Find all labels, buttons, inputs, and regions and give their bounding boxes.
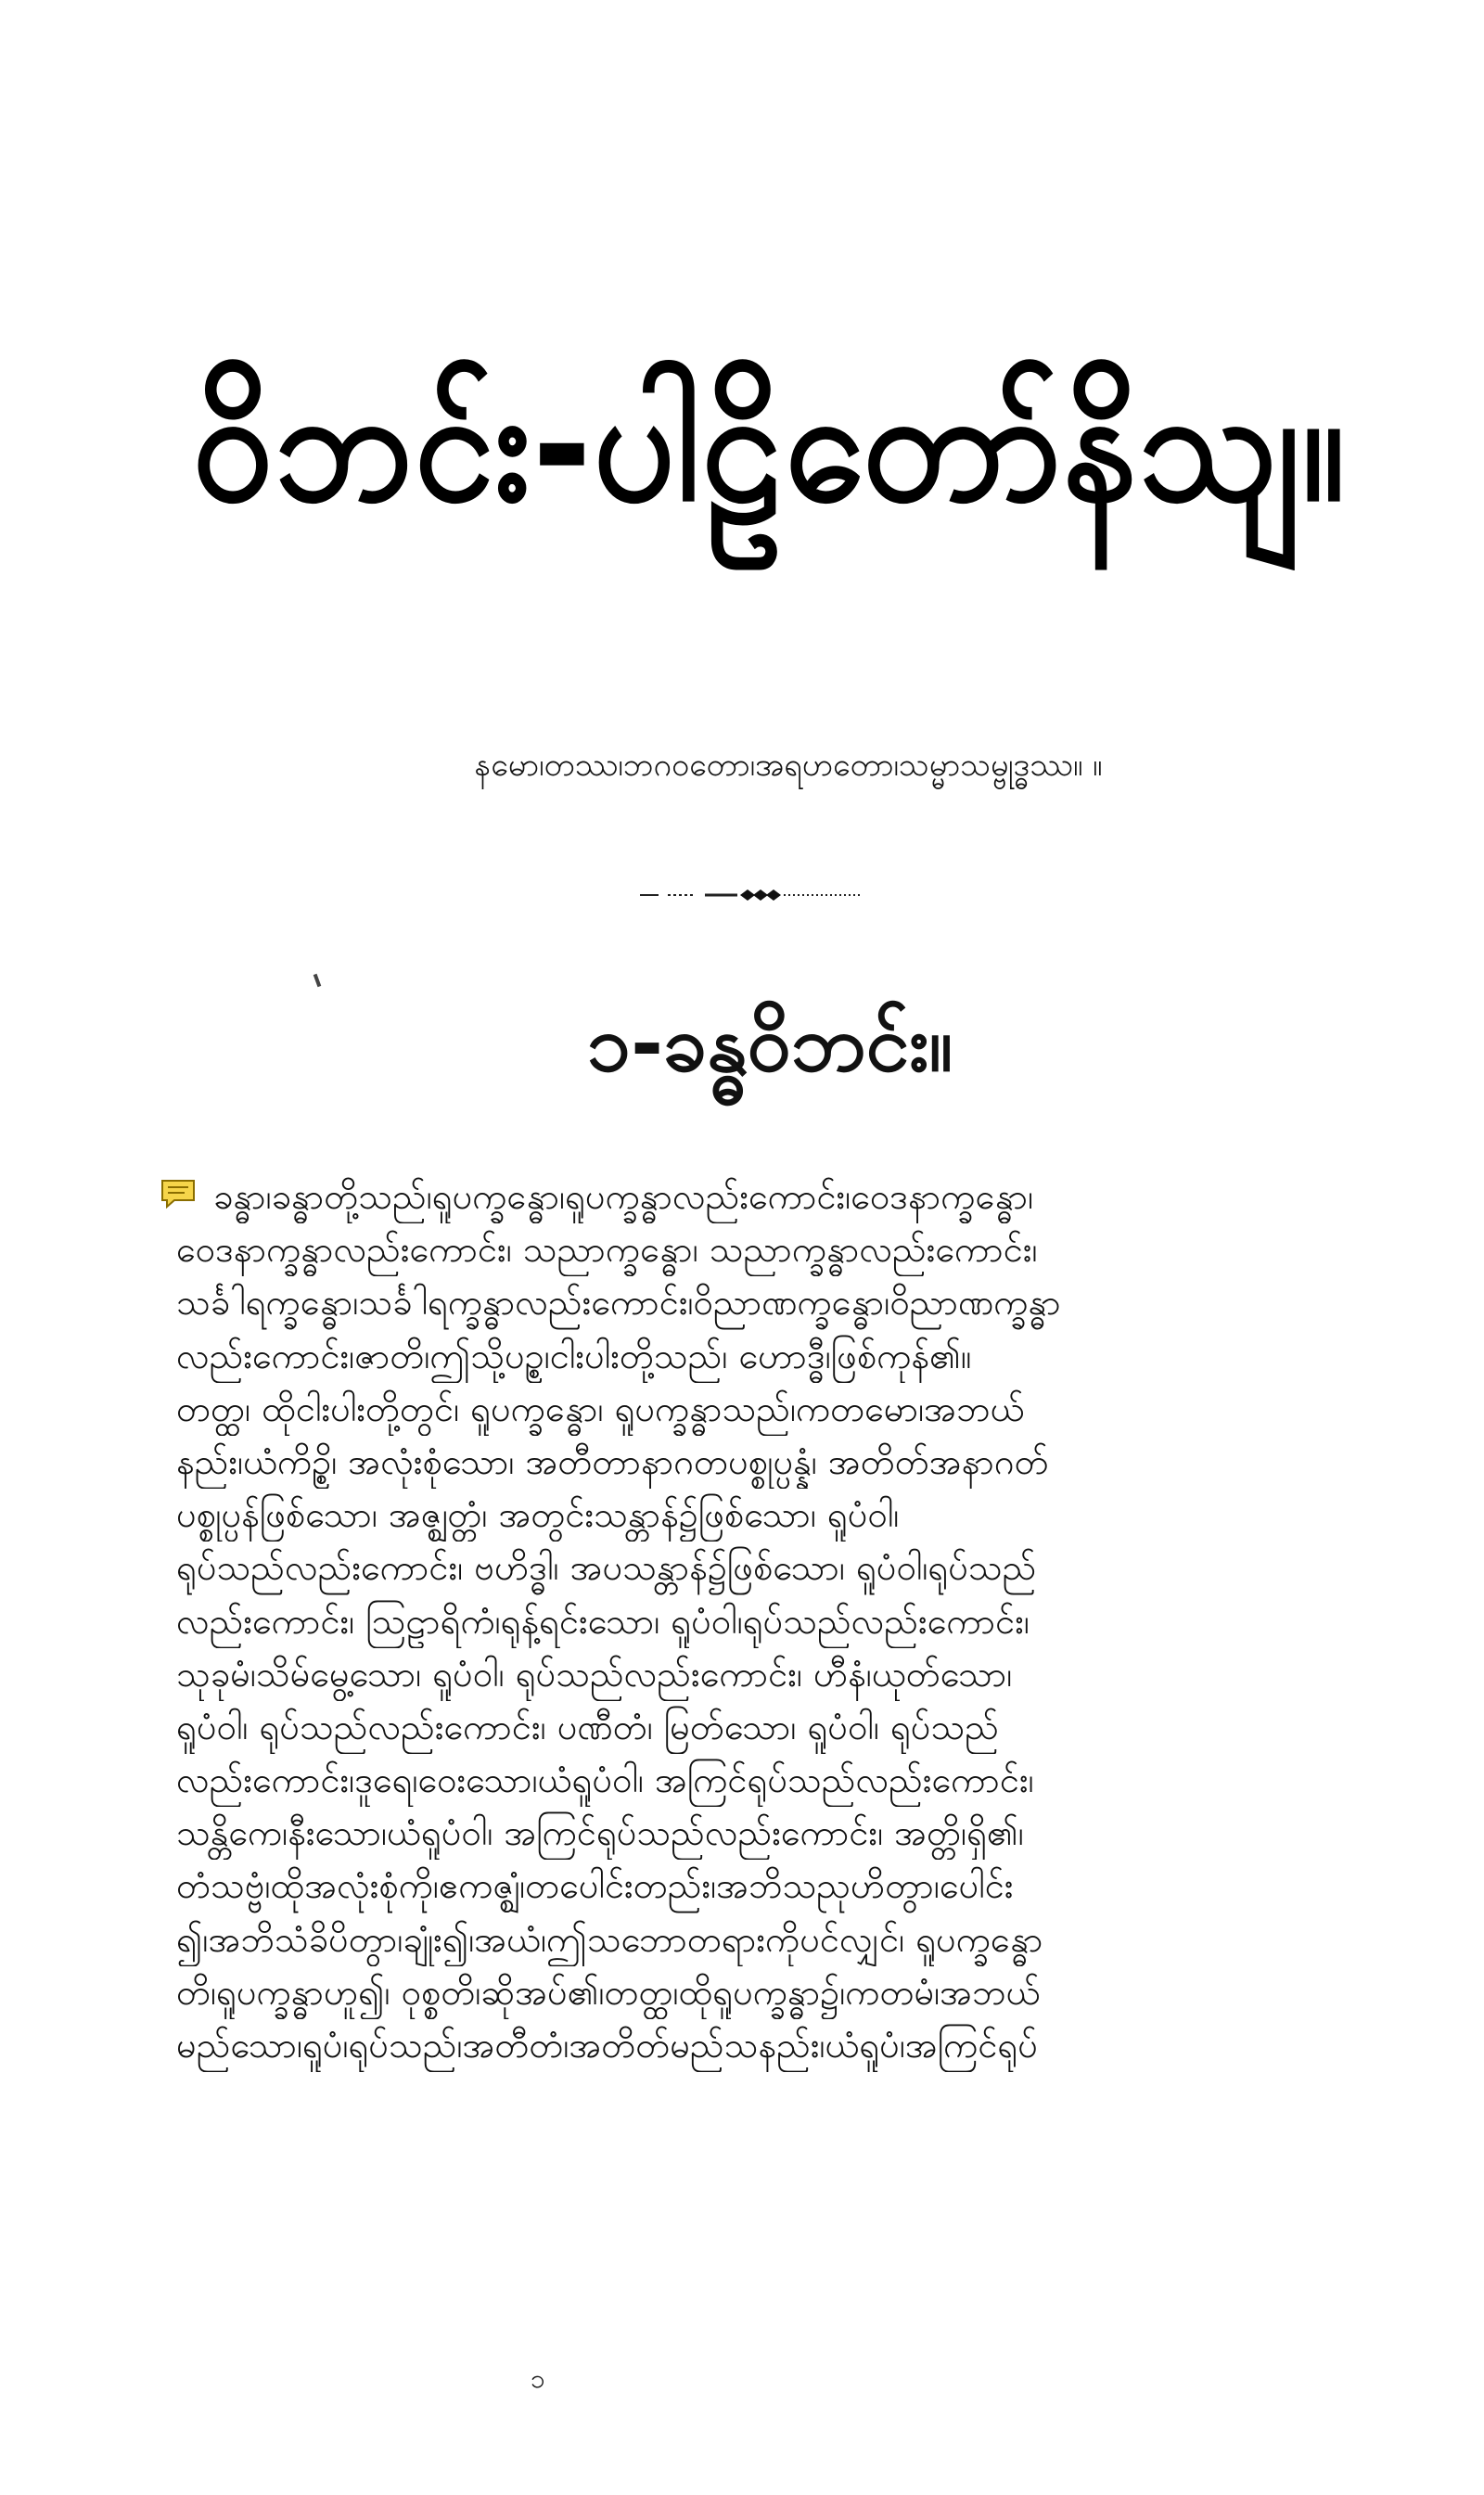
text-line: ခန္ဓာ၊ခန္ဓာတို့သည်၊ရူပက္ခန္ဓော၊ရူပက္ခန္ဓာလည်းကောင်း၊ဝေဒနာက္ခန္ဓော၊ <box>213 1176 1034 1217</box>
text-line: သုခုမံ၊သိမ်မွေ့သော၊ ရူပံဝါ၊ ရုပ်သည်လည်းကောင်း၊ ဟီနံ၊ယုတ်သော၊ <box>176 1653 1013 1695</box>
text-line: ပစ္စုပ္ပန်ဖြစ်သော၊ အဇ္ဈတ္တံ၊ အတွင်းသန္တာန်၌ဖြစ်သော၊ ရူပံဝါ၊ <box>176 1494 900 1536</box>
text-line: လည်းကောင်း၊ ဩဠာရိကံ၊ရုန့်ရင်းသော၊ ရူပံဝါ၊ရုပ်သည်လည်းကောင်း၊ <box>176 1600 1030 1642</box>
text-line: သင်္ခါရက္ခန္ဓော၊သင်္ခါရက္ခန္ဓာလည်းကောင်း၊ဝိညာဏက္ခန္ဓော၊ဝိညာဏက္ခန္ဓာ <box>176 1282 1061 1324</box>
text-line: ရူပံဝါ၊ ရုပ်သည်လည်းကောင်း၊ ပဏီတံ၊ မြတ်သော၊ ရူပံဝါ၊ ရုပ်သည် <box>176 1706 999 1747</box>
text-line: တိ၊ရူပက္ခန္ဓာဟူ၍၊ ဝုစ္စတိ၊ဆိုအပ်၏၊တတ္ထ၊ထိုရူပက္ခန္ဓာ၌၊ကတမံ၊အဘယ် <box>176 1971 1041 2013</box>
chapter-heading: ၁-ခန္ဓဝိဘင်း။ <box>586 998 953 1089</box>
text-line: တတ္ထ၊ ထိုငါးပါးတို့တွင်၊ ရူပက္ခန္ဓော၊ ရူပက္ခန္ဓာသည်၊ကတမော၊အဘယ် <box>176 1388 1025 1429</box>
text-line: နည်း၊ယံကိဉ္စိ၊ အလုံးစုံသော၊ အတီတာနာဂတပစ္စုပ္ပန္နံ၊ အတိတ်အနာဂတ် <box>176 1440 1049 1482</box>
stray-mark <box>313 974 322 988</box>
ornament-divider <box>640 886 918 904</box>
text-line: ရုပ်သည်လည်းကောင်း၊ ဗဟိဒ္ဓါ၊ အပသန္တာန်၌ဖြစ်သော၊ ရူပံဝါ၊ရုပ်သည် <box>176 1547 1037 1589</box>
text-line: မည်သော၊ရူပံ၊ရုပ်သည်၊အတီတံ၊အတိတ်မည်သနည်း၊ယံရူပံ၊အကြင်ရုပ် <box>176 2025 1038 2066</box>
text-line: ဝေဒနာက္ခန္ဓာလည်းကောင်း၊ သညာက္ခန္ဓော၊ သညာက္ခန္ဓာလည်းကောင်း၊ <box>176 1229 1038 1271</box>
text-line: တံသဗ္ဗံ၊ထိုအလုံးစုံကို၊ဧကဇ္ဈံ၊တပေါင်းတည်း၊အဘိသညုဟိတွာ၊ပေါင်း <box>176 1865 1014 1907</box>
text-line: ၍၊အဘိသံခိပိတွာ၊ချုံး၍၊အယံ၊ဤသဘောတရားကိုပင်လျှင်၊ ရူပက္ခန္ဓော <box>176 1918 1043 1960</box>
invocation-line: နမော၊တဿ၊ဘဂဝတော၊အရဟတော၊သမ္မာသမ္ဗုဒ္ဓဿ။ ။ <box>474 747 1103 784</box>
text-line: လည်းကောင်း၊ဒူရေ၊ဝေးသော၊ယံရူပံဝါ၊ အကြင်ရုပ်သည်လည်းကောင်း၊ <box>176 1759 1034 1801</box>
page-title: ဝိဘင်း-ပါဠိတော်နိသျ။ <box>192 353 1348 536</box>
text-line: လည်းကောင်း၊ဇာတိ၊ဤသို့ပဉ္စ၊ငါးပါးတို့သည်၊ ဟောဒ္ဓီ၊ဖြစ်ကုန်၏။ <box>176 1335 972 1376</box>
body-paragraph <box>176 1171 1373 2072</box>
text-line: သန္တိကေ၊နီးသော၊ယံရူပံဝါ၊ အကြင်ရုပ်သည်လည်းကောင်း၊ အတ္တိ၊ရှိ၏၊ <box>176 1812 1024 1854</box>
page-number: ၁ <box>531 2363 545 2394</box>
